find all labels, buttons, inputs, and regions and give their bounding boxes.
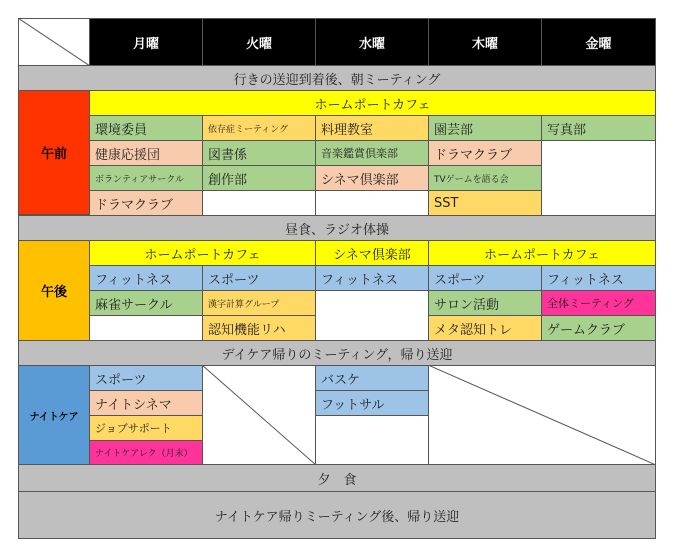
mon-night-4: ナイトケアレク（月末） — [89, 440, 203, 465]
mon-am-2: 健康応援団 — [89, 140, 203, 166]
tue-pm-1: スポーツ — [202, 265, 316, 291]
pm-cafe-banner-montue: ホームポートカフェ — [89, 240, 316, 266]
morning-cafe-banner: ホームポートカフェ — [89, 90, 656, 116]
thu-pm-2: サロン活動 — [428, 290, 542, 316]
wed-night-1: バスケ — [315, 365, 429, 391]
nightcare-label: ナイトケア — [18, 365, 90, 465]
lunch-band: 昼食、ラジオ体操 — [18, 215, 656, 241]
corner-diagonal — [18, 18, 90, 66]
tue-am-2: 図書係 — [202, 140, 316, 166]
fri-pm-1: フィットネス — [541, 265, 656, 291]
wed-am-1: 料理教室 — [315, 115, 429, 141]
tue-am-3: 創作部 — [202, 165, 316, 191]
tue-pm-3: 認知機能リハ — [202, 315, 316, 341]
mon-am-3: ボランティアサークル — [89, 165, 203, 191]
tue-night-diagonal — [202, 365, 316, 465]
header-monday: 月曜 — [89, 18, 203, 66]
wed-am-3: シネマ倶楽部 — [315, 165, 429, 191]
mon-night-3: ジョブサポート — [89, 415, 203, 441]
wed-am-empty — [315, 190, 429, 216]
mon-am-4: ドラマクラブ — [89, 190, 203, 216]
afternoon-label: 午後 — [18, 240, 90, 341]
header-wednesday: 水曜 — [315, 18, 429, 66]
wed-night-empty — [315, 415, 429, 465]
tue-am-empty — [202, 190, 316, 216]
mon-pm-1: フィットネス — [89, 265, 203, 291]
thu-pm-3: メタ認知トレ — [428, 315, 542, 341]
tue-am-1: 依存症ミーティング — [202, 115, 316, 141]
mon-night-1: スポーツ — [89, 365, 203, 391]
thu-am-1: 園芸部 — [428, 115, 542, 141]
arrival-band: 行きの送迎到着後、朝ミーティング — [18, 65, 656, 91]
fri-pm-2: 全体ミーティング — [541, 290, 656, 316]
fri-pm-3: ゲームクラブ — [541, 315, 656, 341]
mon-pm-2: 麻雀サークル — [89, 290, 203, 316]
daycare-return-band: デイケア帰りのミーティング，帰り送迎 — [18, 340, 656, 366]
schedule-grid — [18, 18, 656, 539]
mon-night-2: ナイトシネマ — [89, 390, 203, 416]
fri-am-empty — [541, 140, 656, 216]
wed-pm-empty — [315, 290, 429, 341]
mon-pm-empty — [89, 315, 203, 341]
thufri-night-diagonal — [428, 365, 656, 465]
dinner-band: 夕 食 — [18, 464, 656, 492]
wed-night-2: フットサル — [315, 390, 429, 416]
mon-am-1: 環境委員 — [89, 115, 203, 141]
wed-pm-1: フィットネス — [315, 265, 429, 291]
wed-am-2: 音楽鑑賞倶楽部 — [315, 140, 429, 166]
header-tuesday: 火曜 — [202, 18, 316, 66]
pm-cafe-banner-thufri: ホームポートカフェ — [428, 240, 656, 266]
thu-pm-1: スポーツ — [428, 265, 542, 291]
nightcare-return-band: ナイトケア帰りミーティング後、帰り送迎 — [18, 491, 656, 539]
morning-label: 午前 — [18, 90, 90, 215]
tue-pm-2: 漢字計算グループ — [202, 290, 316, 316]
thu-am-4: SST — [428, 190, 542, 216]
fri-am-1: 写真部 — [541, 115, 656, 141]
header-thursday: 木曜 — [428, 18, 542, 66]
thu-am-2: ドラマクラブ — [428, 140, 542, 166]
pm-cinema-banner: シネマ倶楽部 — [315, 240, 429, 266]
header-friday: 金曜 — [541, 18, 656, 66]
thu-am-3: TVゲームを語る会 — [428, 165, 542, 191]
